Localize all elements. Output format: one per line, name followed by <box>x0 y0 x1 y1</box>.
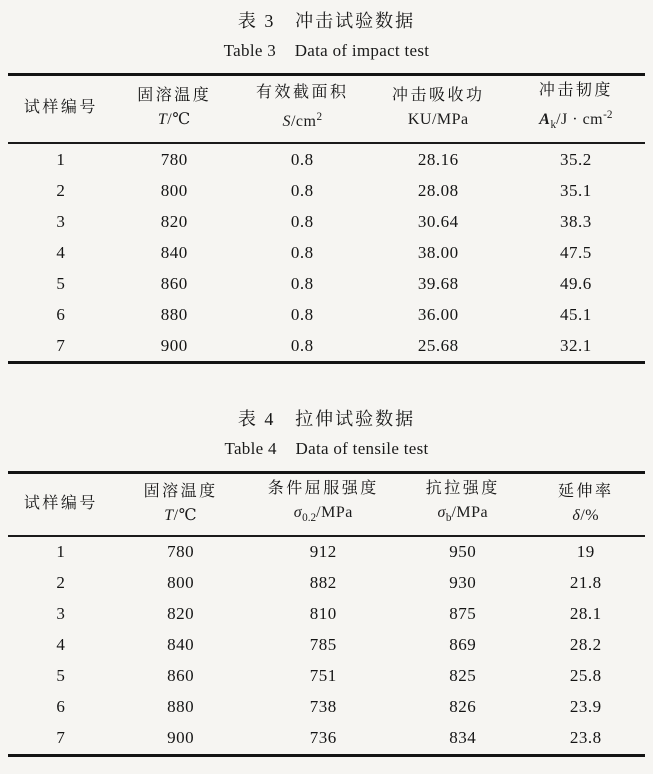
table-cell: 5 <box>56 666 66 686</box>
table-cell: 1 <box>56 149 66 169</box>
table4-caption <box>8 406 645 461</box>
table-cell: 751 <box>309 666 337 686</box>
column-header-unit: KU/MPa <box>407 111 469 129</box>
column-header-2 <box>235 75 370 144</box>
tensile-test-table <box>8 471 645 757</box>
column-header-0 <box>8 75 114 144</box>
column-header-4 <box>526 473 645 536</box>
table-cell: 2 <box>56 180 66 200</box>
column-header-zh: 试样编号 <box>23 99 98 117</box>
column-header-unit: $S/cm^2$ <box>282 111 323 131</box>
table-cell: 7 <box>56 728 66 748</box>
column-header-3 <box>370 75 507 144</box>
table-cell: 950 <box>449 542 477 562</box>
table4-caption-zh-label: 表 4 <box>237 409 276 430</box>
table-cell: 912 <box>309 542 337 562</box>
column-header-unit: $\sigma_b$/MPa <box>437 504 489 524</box>
table-cell: 0.8 <box>290 149 314 169</box>
table-cell: 820 <box>160 211 188 231</box>
table-cell: 6 <box>56 697 66 717</box>
table-cell: 0.8 <box>290 180 314 200</box>
table-cell: 3 <box>56 604 66 624</box>
table3-caption-en-title: Data of impact test <box>294 41 430 60</box>
table4-caption-en-title: Data of tensile test <box>295 439 429 459</box>
table-cell: 35.1 <box>559 180 592 200</box>
column-header-zh: 冲击韧度 <box>538 82 613 99</box>
table-cell: 900 <box>167 728 195 748</box>
header-row <box>8 75 645 144</box>
table-cell: 23.8 <box>569 728 602 748</box>
table4-caption-zh <box>8 406 645 432</box>
table-row <box>8 568 645 599</box>
column-header-4 <box>507 75 645 144</box>
table-cell: 834 <box>449 728 477 748</box>
column-header-1 <box>114 75 235 144</box>
table-cell: 2 <box>56 573 66 593</box>
column-header-zh: 固溶温度 <box>143 482 218 500</box>
column-header-unit: $\sigma_{0.2}$/MPa <box>293 504 353 524</box>
table-cell: 38.00 <box>417 242 459 262</box>
table3-caption-zh-label: 表 3 <box>237 11 276 31</box>
table-row <box>8 536 645 568</box>
table-cell: 28.2 <box>569 635 602 655</box>
column-header-0 <box>8 473 114 536</box>
table-row <box>8 237 645 268</box>
table3-caption-zh-title: 冲击试验数据 <box>295 11 416 31</box>
table-row <box>8 723 645 756</box>
table-row <box>8 330 645 363</box>
table-cell: 810 <box>309 604 337 624</box>
table-row <box>8 143 645 175</box>
table-cell: 7 <box>56 335 66 355</box>
column-header-unit: T/℃ <box>157 111 191 129</box>
table-cell: 28.16 <box>417 149 459 169</box>
header-row <box>8 473 645 536</box>
column-header-unit: T/℃ <box>164 506 197 524</box>
column-header-zh: 固溶温度 <box>137 87 212 105</box>
table-cell: 4 <box>56 635 66 655</box>
table-cell: 780 <box>160 149 188 169</box>
table-cell: 38.3 <box>559 211 592 231</box>
table-cell: 47.5 <box>559 242 592 262</box>
column-header-2 <box>248 473 400 536</box>
table-cell: 882 <box>309 573 337 593</box>
table-cell: 6 <box>56 304 66 324</box>
column-header-zh: 冲击吸收功 <box>392 87 485 105</box>
table-cell: 0.8 <box>290 273 314 293</box>
column-header-3 <box>399 473 526 536</box>
column-header-unit: $A_k/J \cdot cm^{-2}$ <box>539 109 613 132</box>
table-cell: 800 <box>167 573 195 593</box>
table-cell: 25.8 <box>569 666 602 686</box>
table-cell: 45.1 <box>559 304 592 324</box>
table3-caption-zh <box>8 8 645 34</box>
table-cell: 825 <box>449 666 477 686</box>
table3-caption <box>8 8 645 63</box>
table-cell: 860 <box>167 666 195 686</box>
table-cell: 30.64 <box>417 211 459 231</box>
table4-caption-en <box>8 437 645 461</box>
table-cell: 869 <box>449 635 477 655</box>
table-cell: 826 <box>449 697 477 717</box>
table-cell: 738 <box>309 697 337 717</box>
table4-caption-en-label: Table 4 <box>224 439 277 459</box>
table-cell: 860 <box>160 273 188 293</box>
table-cell: 1 <box>56 542 66 562</box>
table-cell: 880 <box>167 697 195 717</box>
table-cell: 800 <box>160 180 188 200</box>
table-cell: 28.1 <box>569 604 602 624</box>
table4-caption-zh-title: 拉伸试验数据 <box>295 409 416 430</box>
table-cell: 0.8 <box>290 335 314 355</box>
table-cell: 5 <box>56 273 66 293</box>
table-cell: 930 <box>449 573 477 593</box>
column-header-zh: 延伸率 <box>557 482 614 500</box>
table-cell: 49.6 <box>559 273 592 293</box>
table-cell: 785 <box>309 635 337 655</box>
table-cell: 840 <box>167 635 195 655</box>
table-cell: 0.8 <box>290 304 314 324</box>
column-header-zh: 抗拉强度 <box>425 480 500 498</box>
table-cell: 840 <box>160 242 188 262</box>
table-cell: 19 <box>576 542 595 562</box>
table-cell: 736 <box>309 728 337 748</box>
column-header-zh: 条件屈服强度 <box>267 480 379 498</box>
table-cell: 21.8 <box>569 573 602 593</box>
table-cell: 25.68 <box>417 335 459 355</box>
table-cell: 875 <box>449 604 477 624</box>
column-header-1 <box>114 473 248 536</box>
table-cell: 3 <box>56 211 66 231</box>
table-row <box>8 175 645 206</box>
table-row <box>8 661 645 692</box>
table-row <box>8 692 645 723</box>
table-cell: 780 <box>167 542 195 562</box>
table-cell: 36.00 <box>417 304 459 324</box>
table-cell: 23.9 <box>569 697 602 717</box>
column-header-zh: 试样编号 <box>23 494 98 512</box>
table-cell: 900 <box>160 335 188 355</box>
table-cell: 820 <box>167 604 195 624</box>
table-cell: 4 <box>56 242 66 262</box>
table-row <box>8 630 645 661</box>
table3-caption-en <box>8 39 645 63</box>
table-cell: 32.1 <box>559 335 592 355</box>
table-cell: 28.08 <box>417 180 459 200</box>
column-header-zh: 有效截面积 <box>256 84 349 102</box>
table-cell: 39.68 <box>417 273 459 293</box>
table-row <box>8 268 645 299</box>
table-row <box>8 206 645 237</box>
table-cell: 880 <box>160 304 188 324</box>
table-row <box>8 599 645 630</box>
table-row <box>8 299 645 330</box>
table-cell: 35.2 <box>559 149 592 169</box>
column-header-unit: δ/% <box>572 506 600 524</box>
table-cell: 0.8 <box>290 242 314 262</box>
table-cell: 0.8 <box>290 211 314 231</box>
table3-caption-en-label: Table 3 <box>223 41 277 60</box>
impact-test-table <box>8 73 645 364</box>
